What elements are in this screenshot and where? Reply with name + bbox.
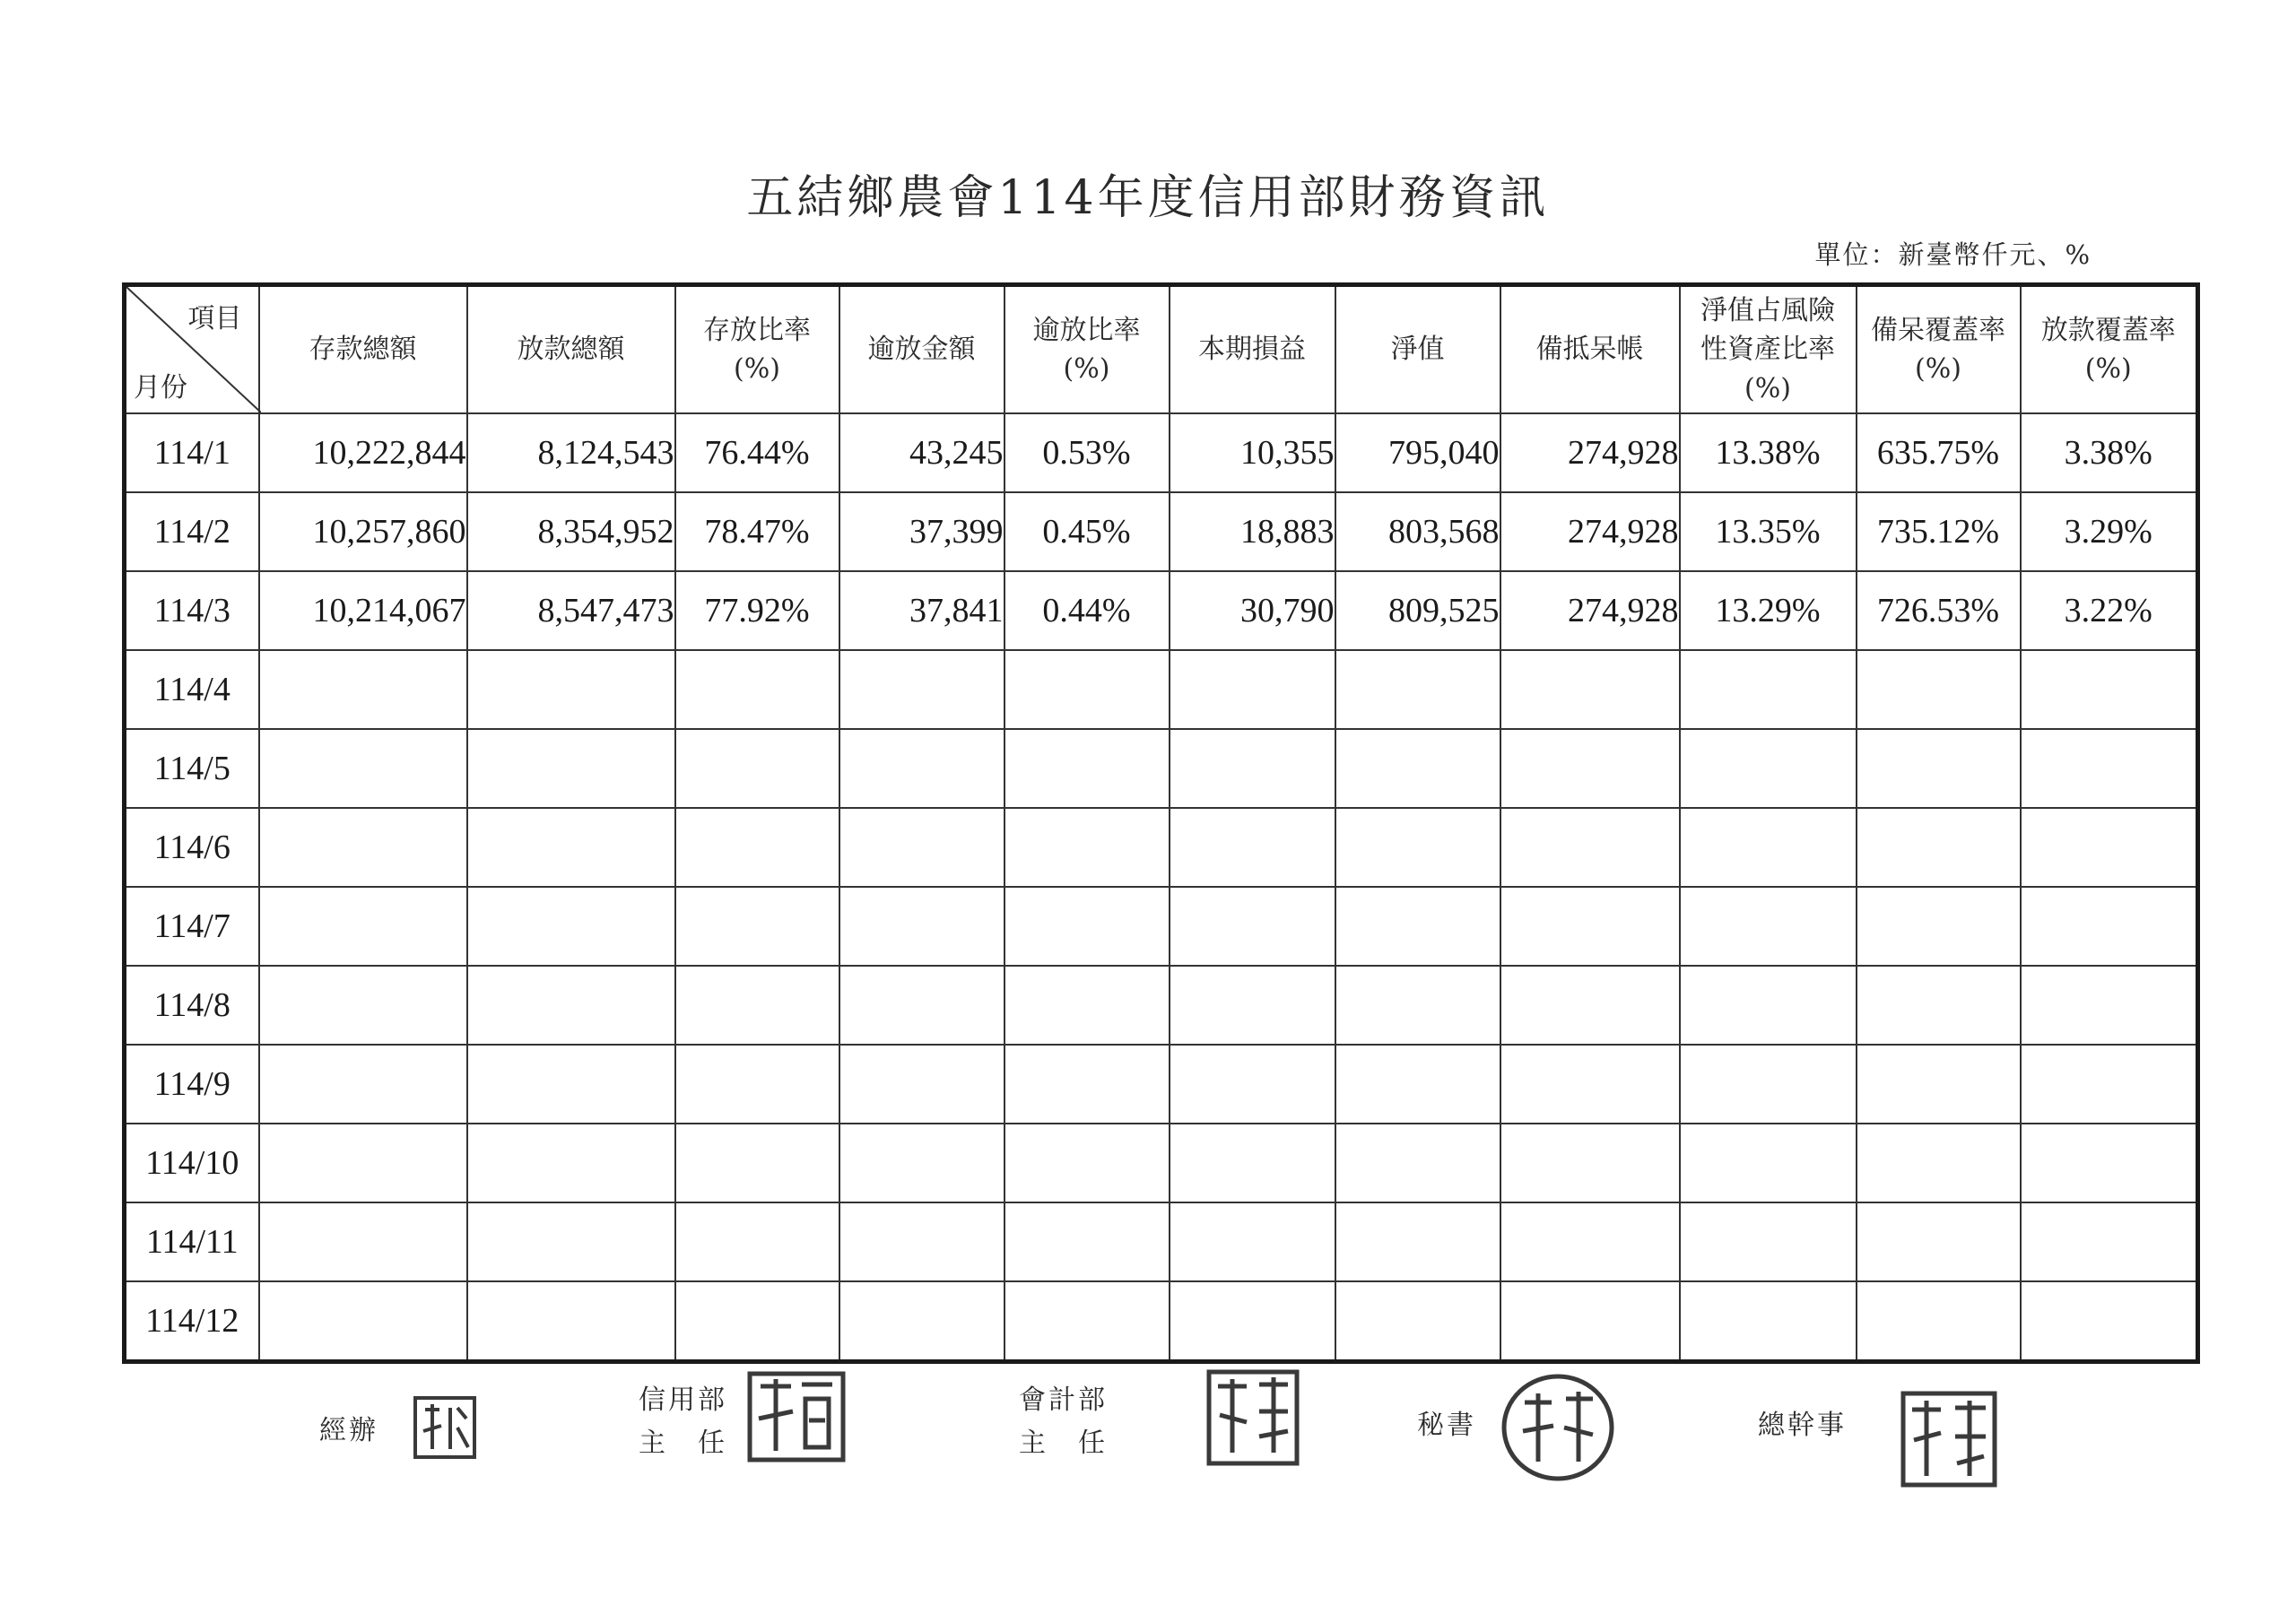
credit-dept-line-1: 信用部	[639, 1384, 727, 1416]
table-cell	[1680, 1202, 1857, 1281]
table-cell	[259, 1124, 467, 1202]
table-cell: 76.44%	[675, 413, 839, 492]
column-header	[1680, 285, 1857, 414]
month-cell: 114/2	[125, 492, 259, 571]
table-cell	[1680, 808, 1857, 887]
table-cell: 8,547,473	[467, 571, 675, 650]
table-cell	[1170, 808, 1335, 887]
column-header-line: 淨值	[1390, 334, 1445, 366]
table-cell	[675, 1202, 839, 1281]
column-header-line: 逾放金額	[867, 334, 976, 366]
column-header-line: (%)	[1915, 353, 1961, 385]
table-cell: 43,245	[839, 413, 1004, 492]
table-cell	[259, 966, 467, 1045]
table-row	[125, 571, 2198, 650]
table-row	[125, 966, 2198, 1045]
table-row	[125, 1202, 2198, 1281]
document-title: 五結鄉農會114年度信用部財務資訊	[746, 171, 1550, 225]
table-cell	[2021, 966, 2198, 1045]
table-cell	[1500, 650, 1680, 729]
month-cell: 114/3	[125, 571, 259, 650]
table-cell	[2021, 808, 2198, 887]
column-header-line: (%)	[1744, 372, 1791, 404]
table-cell: 3.38%	[2021, 413, 2198, 492]
table-cell	[259, 808, 467, 887]
table-cell	[1500, 887, 1680, 966]
table-row	[125, 1045, 2198, 1124]
table-cell	[839, 650, 1004, 729]
table-cell	[1857, 966, 2021, 1045]
table-cell	[467, 729, 675, 808]
corner-month-label: 月份	[134, 371, 187, 404]
table-cell: 274,928	[1500, 571, 1680, 650]
column-header-line: (%)	[2084, 353, 2132, 385]
table-cell	[1335, 650, 1500, 729]
credit-dept-line-2: 主 任	[639, 1428, 727, 1459]
secretary-seal-icon	[1500, 1372, 1616, 1483]
table-cell: 10,257,860	[259, 492, 467, 571]
column-header	[675, 285, 839, 414]
table-cell: 13.29%	[1680, 571, 1857, 650]
table-cell	[259, 1045, 467, 1124]
table-cell	[1170, 729, 1335, 808]
corner-item-label: 項目	[187, 303, 242, 334]
column-header-line: 存放比率	[703, 314, 811, 346]
table-cell	[675, 729, 839, 808]
table-cell: 0.53%	[1004, 413, 1170, 492]
table-cell	[467, 1124, 675, 1202]
table-cell: 77.92%	[675, 571, 839, 650]
table-cell	[1004, 1281, 1170, 1362]
unit-label: 單位：新臺幣仟元、%	[1814, 239, 2092, 270]
column-header	[259, 285, 467, 414]
month-cell: 114/9	[125, 1045, 259, 1124]
table-cell	[1170, 1281, 1335, 1362]
table-cell	[1500, 966, 1680, 1045]
table-cell	[1004, 1045, 1170, 1124]
table-cell	[1004, 887, 1170, 966]
financial-table	[122, 282, 2200, 1364]
table-cell	[1335, 887, 1500, 966]
table-cell	[2021, 1045, 2198, 1124]
table-cell	[2021, 1202, 2198, 1281]
table-cell	[675, 1281, 839, 1362]
table-row	[125, 1281, 2198, 1362]
table-cell	[1857, 1202, 2021, 1281]
table-cell	[467, 808, 675, 887]
table-cell	[675, 1045, 839, 1124]
table-cell	[1680, 1124, 1857, 1202]
table-cell: 13.38%	[1680, 413, 1857, 492]
table-cell	[839, 1045, 1004, 1124]
column-header-line: 性資產比率	[1700, 334, 1835, 366]
table-cell	[1170, 966, 1335, 1045]
table-cell	[2021, 729, 2198, 808]
table-cell	[2021, 1124, 2198, 1202]
table-cell	[259, 1281, 467, 1362]
column-header-line: 存款總額	[309, 334, 417, 366]
header-row	[125, 285, 2198, 414]
table-cell	[1004, 1202, 1170, 1281]
table-cell	[1170, 887, 1335, 966]
table-cell	[1857, 650, 2021, 729]
table-cell	[1335, 1202, 1500, 1281]
column-header	[839, 285, 1004, 414]
column-header	[1335, 285, 1500, 414]
column-header	[467, 285, 675, 414]
column-header-line: 淨值占風險	[1700, 294, 1835, 326]
table-cell	[1680, 1281, 1857, 1362]
table-cell	[467, 1202, 675, 1281]
table-row	[125, 887, 2198, 966]
table-cell	[259, 650, 467, 729]
table-cell	[1335, 808, 1500, 887]
table-cell	[1335, 1281, 1500, 1362]
column-header-line: 備呆覆蓋率	[1871, 314, 2005, 346]
table-cell	[1170, 1124, 1335, 1202]
table-cell	[839, 1202, 1004, 1281]
table-cell	[839, 966, 1004, 1045]
column-header-line: 放款覆蓋率	[2040, 314, 2176, 346]
table-row	[125, 1124, 2198, 1202]
table-cell: 13.35%	[1680, 492, 1857, 571]
table-cell	[1857, 1281, 2021, 1362]
table-cell: 726.53%	[1857, 571, 2021, 650]
column-header	[1004, 285, 1170, 414]
column-header	[1500, 285, 1680, 414]
credit-dept-seal-icon	[746, 1370, 847, 1463]
table-cell	[675, 1124, 839, 1202]
table-cell	[839, 1124, 1004, 1202]
column-header	[2021, 285, 2198, 414]
table-row	[125, 808, 2198, 887]
table-cell	[1857, 1124, 2021, 1202]
table-cell	[259, 887, 467, 966]
table-cell: 30,790	[1170, 571, 1335, 650]
corner-header	[125, 285, 259, 414]
month-cell: 114/7	[125, 887, 259, 966]
table-cell	[1500, 1045, 1680, 1124]
table-cell	[1335, 729, 1500, 808]
table-cell	[1335, 966, 1500, 1045]
signature-general-manager-label: 總幹事	[1758, 1410, 1847, 1441]
table-cell	[1500, 729, 1680, 808]
table-cell	[1335, 1124, 1500, 1202]
table-cell: 635.75%	[1857, 413, 2021, 492]
table-cell	[1500, 1124, 1680, 1202]
column-header-line: 本期損益	[1198, 334, 1306, 366]
table-cell	[1335, 1045, 1500, 1124]
table-cell	[2021, 887, 2198, 966]
table-cell	[2021, 1281, 2198, 1362]
table-cell	[1004, 729, 1170, 808]
table-cell	[1857, 729, 2021, 808]
table-cell	[1004, 650, 1170, 729]
table-cell	[1500, 1202, 1680, 1281]
table-cell	[1170, 1202, 1335, 1281]
month-cell: 114/5	[125, 729, 259, 808]
table-cell	[1857, 887, 2021, 966]
table-cell: 8,124,543	[467, 413, 675, 492]
table-cell: 3.22%	[2021, 571, 2198, 650]
accounting-line-1: 會計部	[1019, 1384, 1108, 1416]
table-cell	[259, 729, 467, 808]
table-cell: 274,928	[1500, 413, 1680, 492]
table-cell	[839, 808, 1004, 887]
month-cell: 114/6	[125, 808, 259, 887]
table-cell	[839, 887, 1004, 966]
table-cell	[1004, 808, 1170, 887]
table-cell	[1004, 1124, 1170, 1202]
table-cell: 8,354,952	[467, 492, 675, 571]
signature-handler-label: 經辦	[319, 1415, 378, 1446]
table-cell	[467, 966, 675, 1045]
accounting-line-2: 主 任	[1019, 1428, 1108, 1459]
table-cell: 0.44%	[1004, 571, 1170, 650]
table-cell	[1004, 966, 1170, 1045]
table-cell: 10,214,067	[259, 571, 467, 650]
table-cell	[1680, 729, 1857, 808]
column-header	[1170, 285, 1335, 414]
table-cell: 78.47%	[675, 492, 839, 571]
table-cell	[675, 887, 839, 966]
column-header-line: (%)	[734, 353, 780, 385]
handler-seal-icon	[413, 1395, 477, 1460]
table-cell	[1500, 1281, 1680, 1362]
table-cell	[467, 1281, 675, 1362]
table-row	[125, 650, 2198, 729]
table-cell: 795,040	[1335, 413, 1500, 492]
table-cell: 803,568	[1335, 492, 1500, 571]
month-cell: 114/11	[125, 1202, 259, 1281]
table-cell: 37,399	[839, 492, 1004, 571]
table-row	[125, 492, 2198, 571]
table-body	[125, 413, 2198, 1362]
month-cell: 114/8	[125, 966, 259, 1045]
column-header	[1857, 285, 2021, 414]
column-header-line: 逾放比率	[1032, 314, 1141, 346]
accounting-seal-icon	[1205, 1368, 1300, 1467]
table-cell	[1500, 808, 1680, 887]
table-cell	[1680, 650, 1857, 729]
column-header-line: 放款總額	[517, 334, 625, 366]
table-cell	[1680, 966, 1857, 1045]
table-cell	[467, 1045, 675, 1124]
table-cell: 37,841	[839, 571, 1004, 650]
table-cell	[675, 966, 839, 1045]
table-cell: 274,928	[1500, 492, 1680, 571]
month-cell: 114/4	[125, 650, 259, 729]
month-cell: 114/12	[125, 1281, 259, 1362]
table-cell	[1170, 650, 1335, 729]
table-cell: 3.29%	[2021, 492, 2198, 571]
table-row	[125, 413, 2198, 492]
table-cell	[1680, 1045, 1857, 1124]
general-manager-seal-icon	[1900, 1390, 1998, 1488]
column-header-line: (%)	[1063, 353, 1110, 385]
table-cell	[1857, 1045, 2021, 1124]
table-cell	[1680, 887, 1857, 966]
table-cell	[467, 887, 675, 966]
table-cell	[1170, 1045, 1335, 1124]
table-cell: 0.45%	[1004, 492, 1170, 571]
table-cell	[467, 650, 675, 729]
table-cell: 18,883	[1170, 492, 1335, 571]
table-row	[125, 729, 2198, 808]
month-cell: 114/10	[125, 1124, 259, 1202]
signature-secretary-label: 秘書	[1417, 1410, 1476, 1441]
table-cell	[839, 729, 1004, 808]
month-cell: 114/1	[125, 413, 259, 492]
table-cell: 735.12%	[1857, 492, 2021, 571]
column-header-line: 備抵呆帳	[1535, 334, 1644, 366]
signature-accounting-label	[1019, 1379, 1108, 1465]
table-cell	[675, 808, 839, 887]
signature-credit-dept-label	[639, 1379, 727, 1465]
table-cell	[2021, 650, 2198, 729]
table-cell	[675, 650, 839, 729]
table-cell: 10,222,844	[259, 413, 467, 492]
table-cell	[1857, 808, 2021, 887]
table-cell: 10,355	[1170, 413, 1335, 492]
table-cell	[839, 1281, 1004, 1362]
table-cell	[259, 1202, 467, 1281]
table-cell: 809,525	[1335, 571, 1500, 650]
